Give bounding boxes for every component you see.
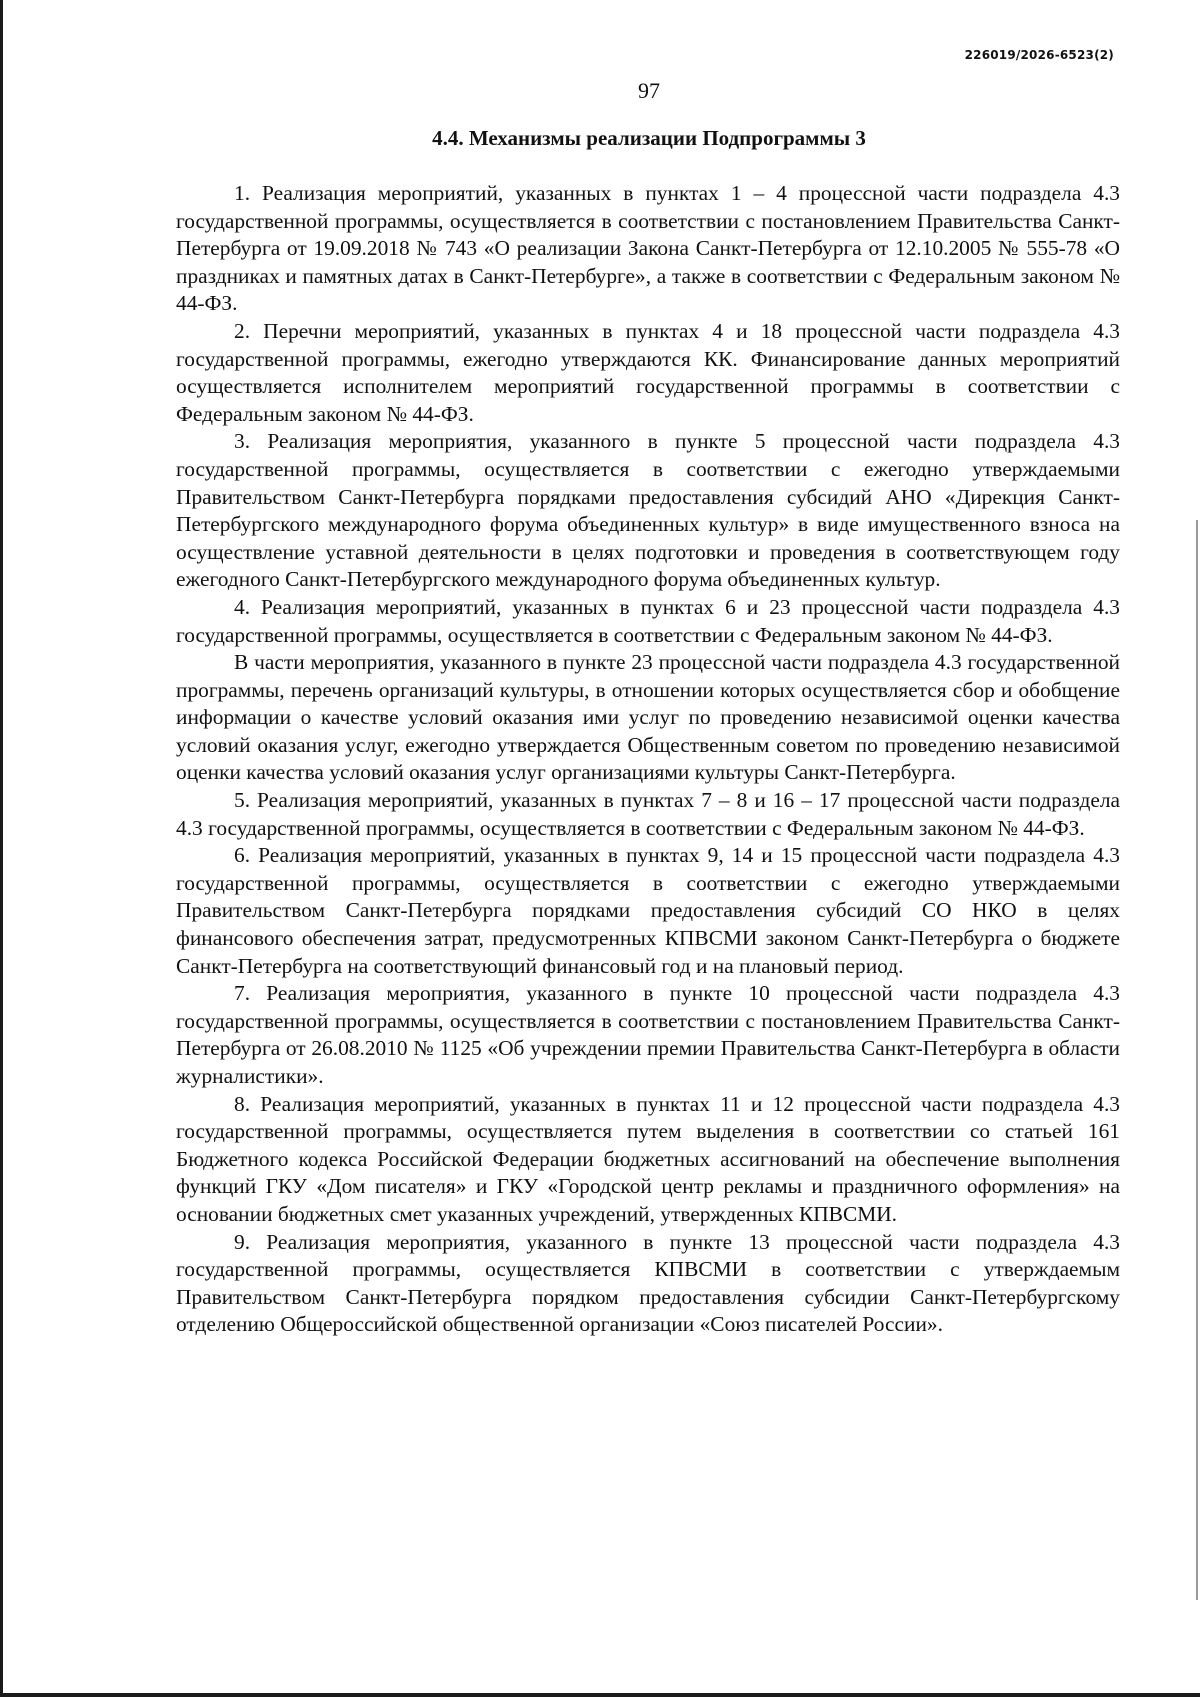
scan-edge-left bbox=[0, 0, 3, 1697]
paragraph-3: 3. Реализация мероприятия, указанного в пункте 5 процессной части подраздела 4.3 государственной программы, осуществляется в соответствии с ежегодно утверждаемыми Правительством Санкт-Петербурга порядками предоставления субсидий АНО «Дирекция Санкт-Петербургского международного форума объединенных культур» в виде имущественного взноса на осуществление уставной деятельности в целях подготовки и проведения в соответствующем году ежегодного Санкт-Петербургского международного форума объединенных культур. bbox=[176, 429, 1120, 592]
paragraph-4-continued: В части мероприятия, указанного в пункте 23 процессной части подраздела 4.3 государственной программы, перечень организаций культуры, в отношении которых осуществляется сбор и обобщение информации о качестве условий оказания ими услуг по проведению независимой оценки качества условий оказания услуг, ежегодно утверждается Общественным советом по проведению независимой оценки качества условий оказания услуг организациями культуры Санкт-Петербурга. bbox=[176, 650, 1120, 785]
scan-edge-bottom bbox=[0, 1693, 1200, 1697]
paragraph-2: 2. Перечни мероприятий, указанных в пунктах 4 и 18 процессной части подраздела 4.3 государственной программы, ежегодно утверждаются КК. Финансирование данных мероприятий осуществляется исполнителем мероприятий государственной программы в соответствии с Федеральным законом № 44-ФЗ. bbox=[176, 318, 1120, 426]
page-number: 97 bbox=[638, 78, 660, 103]
paragraph-9: 9. Реализация мероприятия, указанного в пункте 13 процессной части подраздела 4.3 государственной программы, осуществляется КПВСМИ в соответствии с утверждаемым Правительством Санкт-Петербурга порядком предоставления субсидии Санкт-Петербургскому отделению Общероссийской общественной организации «Союз писателей России». bbox=[176, 1229, 1120, 1337]
paragraph-7: 7. Реализация мероприятия, указанного в пункте 10 процессной части подраздела 4.3 государственной программы, осуществляется в соответствии с постановлением Правительства Санкт-Петербурга от 26.08.2010 № 1125 «Об учреждении премии Правительства Санкт-Петербурга в области журналистики». bbox=[176, 981, 1120, 1088]
paragraph-5: 5. Реализация мероприятий, указанных в пунктах 7 – 8 и 16 – 17 процессной части подраздела 4.3 государственной программы, осуществляется в соответствии с Федеральным законом № 44-ФЗ. bbox=[176, 788, 1120, 840]
document-id: 226019/2026-6523(2) bbox=[964, 48, 1114, 62]
paragraph-4: 4. Реализация мероприятий, указанных в пунктах 6 и 23 процессной части подраздела 4.3 государственной программы, осуществляется в соответствии с Федеральным законом № 44-ФЗ. bbox=[176, 594, 1120, 647]
paragraph-6: 6. Реализация мероприятий, указанных в пунктах 9, 14 и 15 процессной части подраздела 4.3 государственной программы, осуществляется в соответствии с ежегодно утверждаемыми Правительством Санкт-Петербурга порядками предоставления субсидий СО НКО в целях финансового обеспечения затрат, предусмотренных КПВСМИ законом Санкт-Петербурга о бюджете Санкт-Петербурга на соответствующий финансовый год и на плановый период. bbox=[176, 843, 1120, 978]
paragraph-8: 8. Реализация мероприятий, указанных в пунктах 11 и 12 процессной части подраздела 4.3 государственной программы, осуществляется путем выделения в соответствии со статьей 161 Бюджетного кодекса Российской Федерации бюджетных ассигнований на обеспечение выполнения функций ГКУ «Дом писателя» и ГКУ «Городской центр рекламы и праздничного оформления» на основании бюджетных смет указанных учреждений, утвержденных КПВСМИ. bbox=[176, 1091, 1120, 1226]
paragraph-1: 1. Реализация мероприятий, указанных в пунктах 1 – 4 процессной части подраздела 4.3 государственной программы, осуществляется в соответствии с постановлением Правительства Санкт-Петербурга от 19.09.2018 № 743 «О реализации Закона Санкт-Петербурга от 12.10.2005 № 555-78 «О праздниках и памятных датах в Санкт-Петербурге», а также в соответствии с Федеральным законом № 44-ФЗ. bbox=[176, 181, 1120, 316]
section-title: 4.4. Механизмы реализации Подпрограммы 3 bbox=[432, 126, 866, 150]
document-body bbox=[176, 180, 1120, 1339]
scan-edge-right bbox=[1196, 520, 1198, 1600]
